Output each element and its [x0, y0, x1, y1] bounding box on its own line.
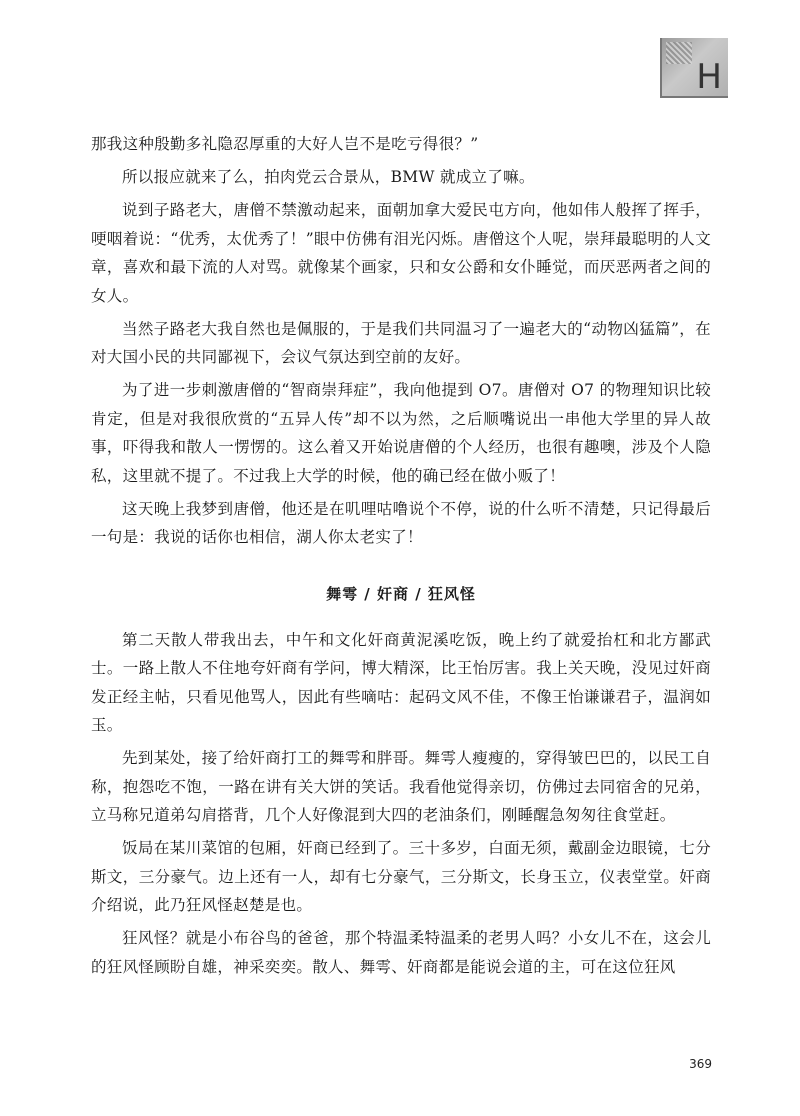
tab-decoration: [666, 42, 692, 64]
paragraph: 说到子路老大，唐僧不禁激动起来，面朝加拿大爱民屯方向，他如伟人般挥了挥手，哽咽着说：“优秀，太优秀了！”眼中仿佛有泪光闪烁。唐僧这个人呢，崇拜最聪明的人文章，喜欢和最下流的人对骂。就像某个画家，只和女公爵和女仆睡觉，而厌恶两者之间的女人。: [91, 201, 711, 305]
body-text: [91, 130, 711, 986]
page-number: 369: [689, 1057, 712, 1071]
paragraph: 那我这种殷勤多礼隐忍厚重的大好人岂不是吃亏得很？”: [91, 135, 479, 153]
paragraph: 第二天散人带我出去，中午和文化奸商黄泥溪吃饭，晚上约了就爱抬杠和北方鄙武士。一路上散人不住地夸奸商有学问，博大精深，比王怡厉害。我上关天晚，没见过奸商发正经主帖，只看见他骂人，因此有些嘀咕：起码文风不佳，不像王怡谦谦君子，温润如玉。: [91, 630, 711, 734]
chapter-tab: [660, 38, 728, 98]
paragraph: 为了进一步刺激唐僧的“智商崇拜症”，我向他提到 O7。唐僧对 O7 的物理知识比较肯定，但是对我很欣赏的“五异人传”却不以为然，之后顺嘴说出一串他大学里的异人故事，吓得我和散人一愣愣的。这么着又开始说唐僧的个人经历，也很有趣噢，涉及个人隐私，这里就不提了。不过我上大学的时候，他的确已经在做小贩了！: [91, 381, 711, 485]
paragraph: 这天晚上我梦到唐僧，他还是在叽哩咕噜说个不停，说的什么听不清楚，只记得最后一句是：我说的话你也相信，湖人你太老实了！: [91, 499, 711, 546]
paragraph: 所以报应就来了么，拍肉党云合景从，BMW 就成立了嘛。: [122, 168, 535, 186]
chapter-letter: H: [696, 57, 722, 97]
paragraph: 饭局在某川菜馆的包厢，奸商已经到了。三十多岁，白面无须，戴副金边眼镜，七分斯文，三分豪气。边上还有一人，却有七分豪气，三分斯文，长身玉立，仪表堂堂。奸商介绍说，此乃狂风怪赵楚是也。: [91, 839, 711, 914]
paragraph: 狂风怪？就是小布谷鸟的爸爸，那个特温柔特温柔的老男人吗？小女儿不在，这会儿的狂风怪顾盼自雄，神采奕奕。散人、舞雩、奸商都是能说会道的主，可在这位狂风: [91, 929, 711, 976]
section-title: 舞雩 / 奸商 / 狂风怪: [326, 584, 476, 603]
paragraph: 当然子路老大我自然也是佩服的，于是我们共同温习了一遍老大的“动物凶猛篇”，在对大国小民的共同鄙视下，会议气氛达到空前的友好。: [91, 319, 711, 366]
paragraph: 先到某处，接了给奸商打工的舞雩和胖哥。舞雩人瘦瘦的，穿得皱巴巴的，以民工自称，抱怨吃不饱，一路在讲有关大饼的笑话。我看他觉得亲切，仿佛过去同宿舍的兄弟，立马称兄道弟勾肩搭背，几个人好像混到大四的老油条们，刚睡醒急匆匆往食堂赶。: [91, 749, 711, 824]
